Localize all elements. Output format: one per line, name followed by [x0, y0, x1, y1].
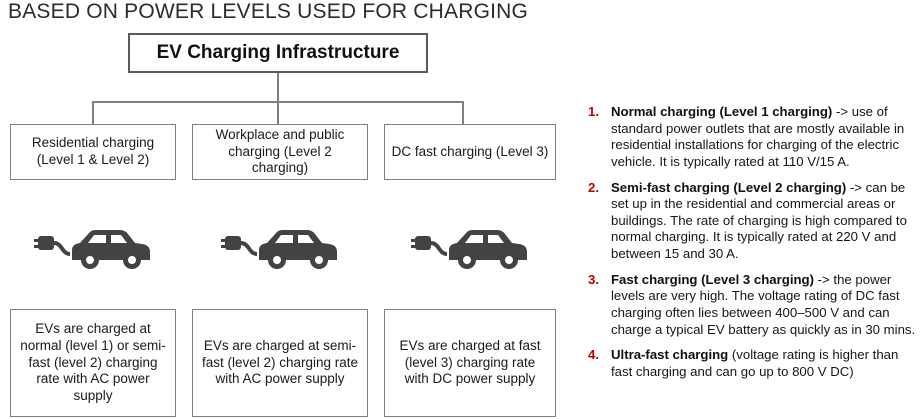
list-item-number: 3.: [588, 271, 599, 287]
list-item-lead: Normal charging (Level 1 charging): [611, 104, 833, 119]
diagram-root-node: EV Charging Infrastructure: [128, 33, 428, 73]
page-title: BASED ON POWER LEVELS USED FOR CHARGING: [8, 0, 529, 23]
connector-root-stem: [277, 73, 279, 101]
list-item-lead: Semi-fast charging (Level 2 charging): [611, 179, 847, 195]
node-top-workplace-public: Workplace and public charging (Level 2 charging): [192, 124, 368, 180]
ev-car-charging-icon-1: [10, 211, 176, 281]
list-item-number: 2.: [588, 179, 599, 195]
list-item-text: -> can be set up in the residential and commercial areas or buildings. The rate of charging is high compared to normal charging. It is typically rated at 220 V and between 15 and 30 A.: [611, 179, 907, 261]
ev-charging-diagram: [0, 26, 565, 419]
list-item: [573, 347, 923, 380]
connector-drop-3: [462, 101, 464, 124]
connector-drop-2: [277, 101, 279, 124]
list-item-text: -> the power levels are very high. The voltage rating of DC fast charging often lies between 400–500 V and can charge a typical EV battery as quickly as in 30 mins.: [611, 271, 916, 337]
list-item-text: -> use of standard power outlets that are mostly available in residential installations for charging of the electric vehicle. It is typically rated at 110 V/15 A.: [611, 104, 905, 169]
list-item-lead: Fast charging (Level 3 charging): [611, 271, 814, 287]
list-item: [573, 180, 923, 263]
node-bottom-residential: EVs are charged at normal (level 1) or semi-fast (level 2) charging rate with AC power supply: [10, 309, 176, 417]
connector-drop-1: [92, 101, 94, 124]
node-bottom-dc-fast: EVs are charged at fast (level 3) charging rate with DC power supply: [384, 309, 556, 417]
ev-car-charging-icon-2: [192, 211, 368, 281]
ev-car-charging-icon-3: [384, 211, 556, 281]
list-item: [573, 272, 923, 339]
list-item-text: (voltage rating is higher than fast charging and can go up to 800 V DC): [611, 347, 899, 379]
node-top-residential: Residential charging (Level 1 & Level 2): [10, 124, 176, 180]
list-item-number: 1.: [588, 104, 599, 119]
list-item: [573, 104, 923, 171]
charging-levels-list: [573, 104, 923, 419]
list-item-number: 4.: [588, 347, 599, 363]
list-item-lead: Ultra-fast charging: [611, 347, 729, 363]
node-top-dc-fast: DC fast charging (Level 3): [384, 124, 556, 180]
node-bottom-workplace-public: EVs are charged at semi-fast (level 2) charging rate with AC power supply: [192, 309, 368, 417]
